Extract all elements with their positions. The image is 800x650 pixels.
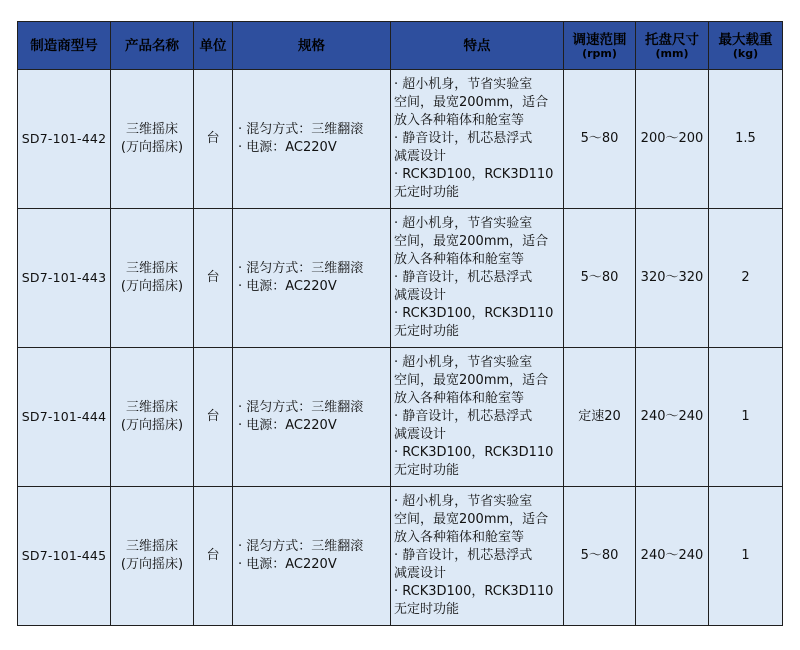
feature-line: · 静音设计，机芯悬浮式 [394, 409, 533, 424]
product-spec-table [17, 21, 783, 626]
spec-line: · 电源：AC220V [238, 557, 337, 572]
spec-line: · 混匀方式：三维翻滚 [238, 400, 364, 415]
feature-line: 减震设计 [394, 149, 447, 164]
feature-line: · 静音设计，机芯悬浮式 [394, 548, 533, 563]
header-tray [636, 22, 709, 70]
header-unit: 单位 [194, 22, 233, 70]
header-name: 产品名称 [111, 22, 194, 70]
product-name-subline: (万向摇床) [120, 557, 184, 572]
max-load-cell: 1.5 [709, 70, 783, 209]
unit-cell: 台 [194, 348, 233, 487]
feature-line: · RCK3D100，RCK3D110 [394, 167, 554, 182]
header-spec: 规格 [233, 22, 391, 70]
feature-line: 放入各种箱体和舱室等 [394, 252, 525, 267]
header-load-unit: (kg) [732, 46, 759, 60]
header-tray-unit: (mm) [655, 46, 689, 60]
table-row [18, 209, 783, 348]
feature-line: 减震设计 [394, 427, 447, 442]
product-name-cell [111, 487, 194, 626]
tray-size-cell: 240～240 [636, 487, 709, 626]
spec-line: · 电源：AC220V [238, 418, 337, 433]
model-cell: SD7-101-444 [18, 348, 111, 487]
spec-cell [233, 487, 391, 626]
feature-line: 减震设计 [394, 566, 447, 581]
model-cell: SD7-101-442 [18, 70, 111, 209]
feature-line: · RCK3D100，RCK3D110 [394, 584, 554, 599]
header-row [18, 22, 783, 70]
feature-line: · RCK3D100，RCK3D110 [394, 306, 554, 321]
features-cell [391, 70, 564, 209]
model-cell: SD7-101-443 [18, 209, 111, 348]
feature-line: 放入各种箱体和舱室等 [394, 530, 525, 545]
table-row [18, 348, 783, 487]
header-load [709, 22, 783, 70]
tray-size-cell: 200～200 [636, 70, 709, 209]
feature-line: 空间，最宽200mm，适合 [394, 95, 549, 110]
features-cell [391, 487, 564, 626]
feature-line: · 静音设计，机芯悬浮式 [394, 270, 533, 285]
header-model: 制造商型号 [18, 22, 111, 70]
product-name-line: 三维摇床 [125, 400, 178, 415]
feature-line: · 超小机身，节省实验室 [394, 216, 533, 231]
header-load-label: 最大载重 [718, 31, 773, 48]
max-load-cell: 1 [709, 487, 783, 626]
table-header [18, 22, 783, 70]
table-body [18, 70, 783, 626]
product-name-line: 三维摇床 [125, 122, 178, 137]
feature-line: 空间，最宽200mm，适合 [394, 373, 549, 388]
feature-line: · 超小机身，节省实验室 [394, 77, 533, 92]
table-row [18, 487, 783, 626]
unit-cell: 台 [194, 487, 233, 626]
tray-size-cell: 320～320 [636, 209, 709, 348]
speed-cell: 5～80 [564, 487, 636, 626]
features-cell [391, 209, 564, 348]
header-speed-unit: (rpm) [582, 46, 617, 60]
feature-line: · 超小机身，节省实验室 [394, 355, 533, 370]
product-name-line: 三维摇床 [125, 261, 178, 276]
spec-cell [233, 70, 391, 209]
header-tray-label: 托盘尺寸 [645, 31, 699, 48]
tray-size-cell: 240～240 [636, 348, 709, 487]
feature-line: 无定时功能 [394, 324, 460, 339]
feature-line: 减震设计 [394, 288, 447, 303]
header-speed-label: 调速范围 [572, 31, 627, 48]
feature-line: 无定时功能 [394, 463, 460, 478]
table-row [18, 70, 783, 209]
speed-cell: 5～80 [564, 209, 636, 348]
unit-cell: 台 [194, 209, 233, 348]
features-cell [391, 348, 564, 487]
spec-line: · 混匀方式：三维翻滚 [238, 539, 364, 554]
speed-cell: 定速20 [564, 348, 636, 487]
product-name-line: 三维摇床 [125, 539, 178, 554]
feature-line: · 超小机身，节省实验室 [394, 494, 533, 509]
product-name-cell [111, 348, 194, 487]
speed-cell: 5～80 [564, 70, 636, 209]
spec-line: · 混匀方式：三维翻滚 [238, 122, 364, 137]
feature-line: 放入各种箱体和舱室等 [394, 391, 525, 406]
feature-line: · 静音设计，机芯悬浮式 [394, 131, 533, 146]
spec-cell [233, 209, 391, 348]
product-name-subline: (万向摇床) [120, 140, 184, 155]
max-load-cell: 2 [709, 209, 783, 348]
feature-line: · RCK3D100，RCK3D110 [394, 445, 554, 460]
product-name-subline: (万向摇床) [120, 418, 184, 433]
feature-line: 无定时功能 [394, 602, 460, 617]
header-features: 特点 [391, 22, 564, 70]
header-speed [564, 22, 636, 70]
feature-line: 空间，最宽200mm，适合 [394, 512, 549, 527]
spec-line: · 混匀方式：三维翻滚 [238, 261, 364, 276]
feature-line: 放入各种箱体和舱室等 [394, 113, 525, 128]
model-cell: SD7-101-445 [18, 487, 111, 626]
feature-line: 无定时功能 [394, 185, 460, 200]
unit-cell: 台 [194, 70, 233, 209]
feature-line: 空间，最宽200mm，适合 [394, 234, 549, 249]
spec-cell [233, 348, 391, 487]
spec-line: · 电源：AC220V [238, 140, 337, 155]
product-name-cell [111, 209, 194, 348]
product-name-cell [111, 70, 194, 209]
spec-line: · 电源：AC220V [238, 279, 337, 294]
product-name-subline: (万向摇床) [120, 279, 184, 294]
max-load-cell: 1 [709, 348, 783, 487]
